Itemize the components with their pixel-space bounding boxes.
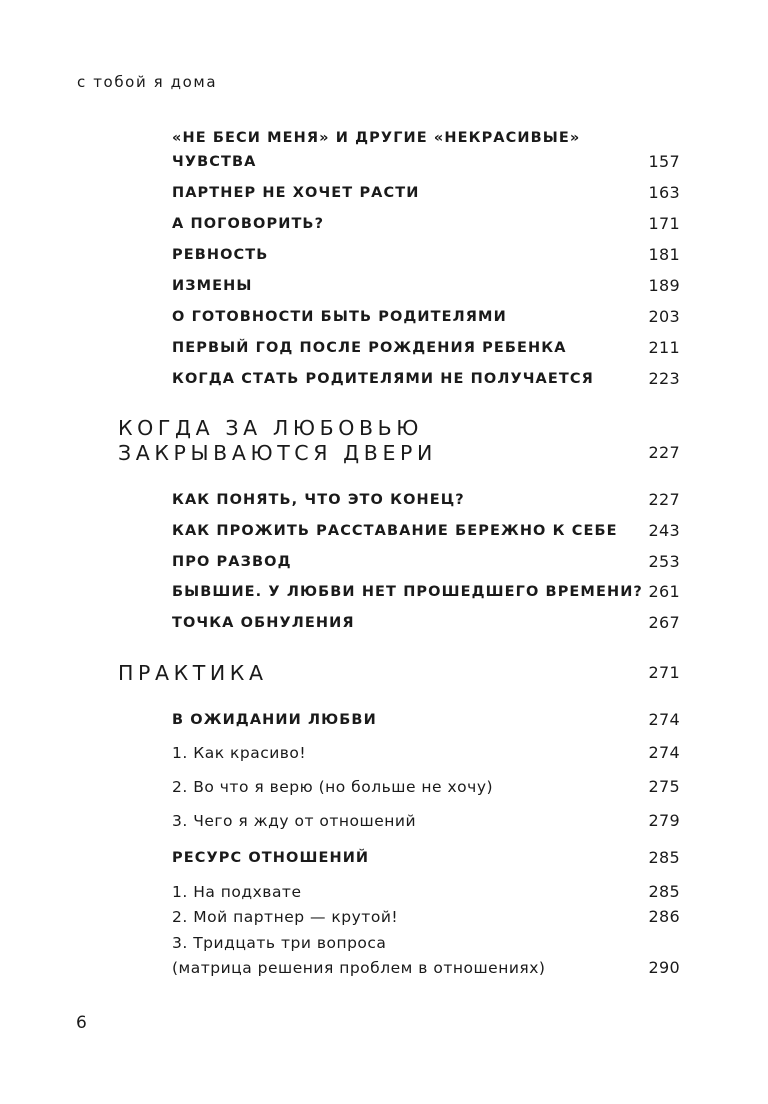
toc-entry-title: ТОЧКА ОБНУЛЕНИЯ: [172, 615, 355, 631]
toc-entry-page: 227: [648, 490, 680, 509]
toc-entry-title: КАК ПОНЯТЬ, ЧТО ЭТО КОНЕЦ?: [172, 492, 465, 508]
toc-entry-title: БЫВШИЕ. У ЛЮБВИ НЕТ ПРОШЕДШЕГО ВРЕМЕНИ?: [172, 584, 643, 600]
toc-section-title: ЗАКРЫВАЮТСЯ ДВЕРИ: [118, 441, 437, 465]
toc-subentry-title: 2. Во что я верю (но больше не хочу): [172, 778, 494, 796]
toc-section-page: 227: [648, 443, 680, 462]
toc-section-title: ПРАКТИКА: [118, 661, 268, 685]
page-number: 6: [76, 1013, 87, 1033]
toc-subentry-page: 275: [648, 777, 680, 796]
toc-entry-title: ИЗМЕНЫ: [172, 278, 253, 294]
toc-section-title: КОГДА ЗА ЛЮБОВЬЮ: [118, 416, 424, 440]
toc-subentry-title: 2. Мой партнер — крутой!: [172, 908, 399, 926]
toc-entry-title: КОГДА СТАТЬ РОДИТЕЛЯМИ НЕ ПОЛУЧАЕТСЯ: [172, 371, 594, 387]
toc-entry-title: ЧУВСТВА: [172, 154, 257, 170]
toc-entry-title: ПАРТНЕР НЕ ХОЧЕТ РАСТИ: [172, 185, 420, 201]
toc-subentry-page: 285: [648, 882, 680, 901]
toc-subentry-title: 3. Тридцать три вопроса: [172, 934, 387, 952]
running-head: с тобой я дома: [77, 73, 218, 91]
toc-subentry-title: 1. Как красиво!: [172, 744, 307, 762]
toc-entry-title: ПЕРВЫЙ ГОД ПОСЛЕ РОЖДЕНИЯ РЕБЕНКА: [172, 340, 567, 356]
toc-entry-title: «НЕ БЕСИ МЕНЯ» И ДРУГИЕ «НЕКРАСИВЫЕ»: [172, 130, 581, 146]
toc-subentry-page: 279: [648, 811, 680, 830]
toc-entry-page: 157: [648, 152, 680, 171]
toc-entry-title: О ГОТОВНОСТИ БЫТЬ РОДИТЕЛЯМИ: [172, 309, 507, 325]
toc-entry-page: 274: [648, 710, 680, 729]
toc-entry-page: 203: [648, 307, 680, 326]
toc-entry-title: РЕВНОСТЬ: [172, 247, 269, 263]
toc-subentry-page: 286: [648, 907, 680, 926]
toc-entry-page: 261: [648, 582, 680, 601]
toc-entry-title: КАК ПРОЖИТЬ РАССТАВАНИЕ БЕРЕЖНО К СЕБЕ: [172, 523, 618, 539]
toc-entry-page: 211: [648, 338, 680, 357]
toc-entry-page: 181: [648, 245, 680, 264]
toc-section-page: 271: [648, 663, 680, 682]
toc-entry-page: 223: [648, 369, 680, 388]
toc-entry-title: В ОЖИДАНИИ ЛЮБВИ: [172, 712, 377, 728]
toc-subentry-title: 1. На подхвате: [172, 883, 302, 901]
toc-entry-page: 163: [648, 183, 680, 202]
toc-entry-page: 253: [648, 552, 680, 571]
toc-entry-title: РЕСУРС ОТНОШЕНИЙ: [172, 850, 370, 866]
toc-entry-page: 171: [648, 214, 680, 233]
toc-entry-page: 285: [648, 848, 680, 867]
toc-entry-title: ПРО РАЗВОД: [172, 554, 292, 570]
toc-subentry-page: 274: [648, 743, 680, 762]
toc-subentry-page: 290: [648, 958, 680, 977]
toc-subentry-title: 3. Чего я жду от отношений: [172, 812, 417, 830]
toc-entry-page: 189: [648, 276, 680, 295]
toc-entry-page: 267: [648, 613, 680, 632]
toc-subentry-title: (матрица решения проблем в отношениях): [172, 959, 546, 977]
toc-entry-title: А ПОГОВОРИТЬ?: [172, 216, 325, 232]
toc-entry-page: 243: [648, 521, 680, 540]
